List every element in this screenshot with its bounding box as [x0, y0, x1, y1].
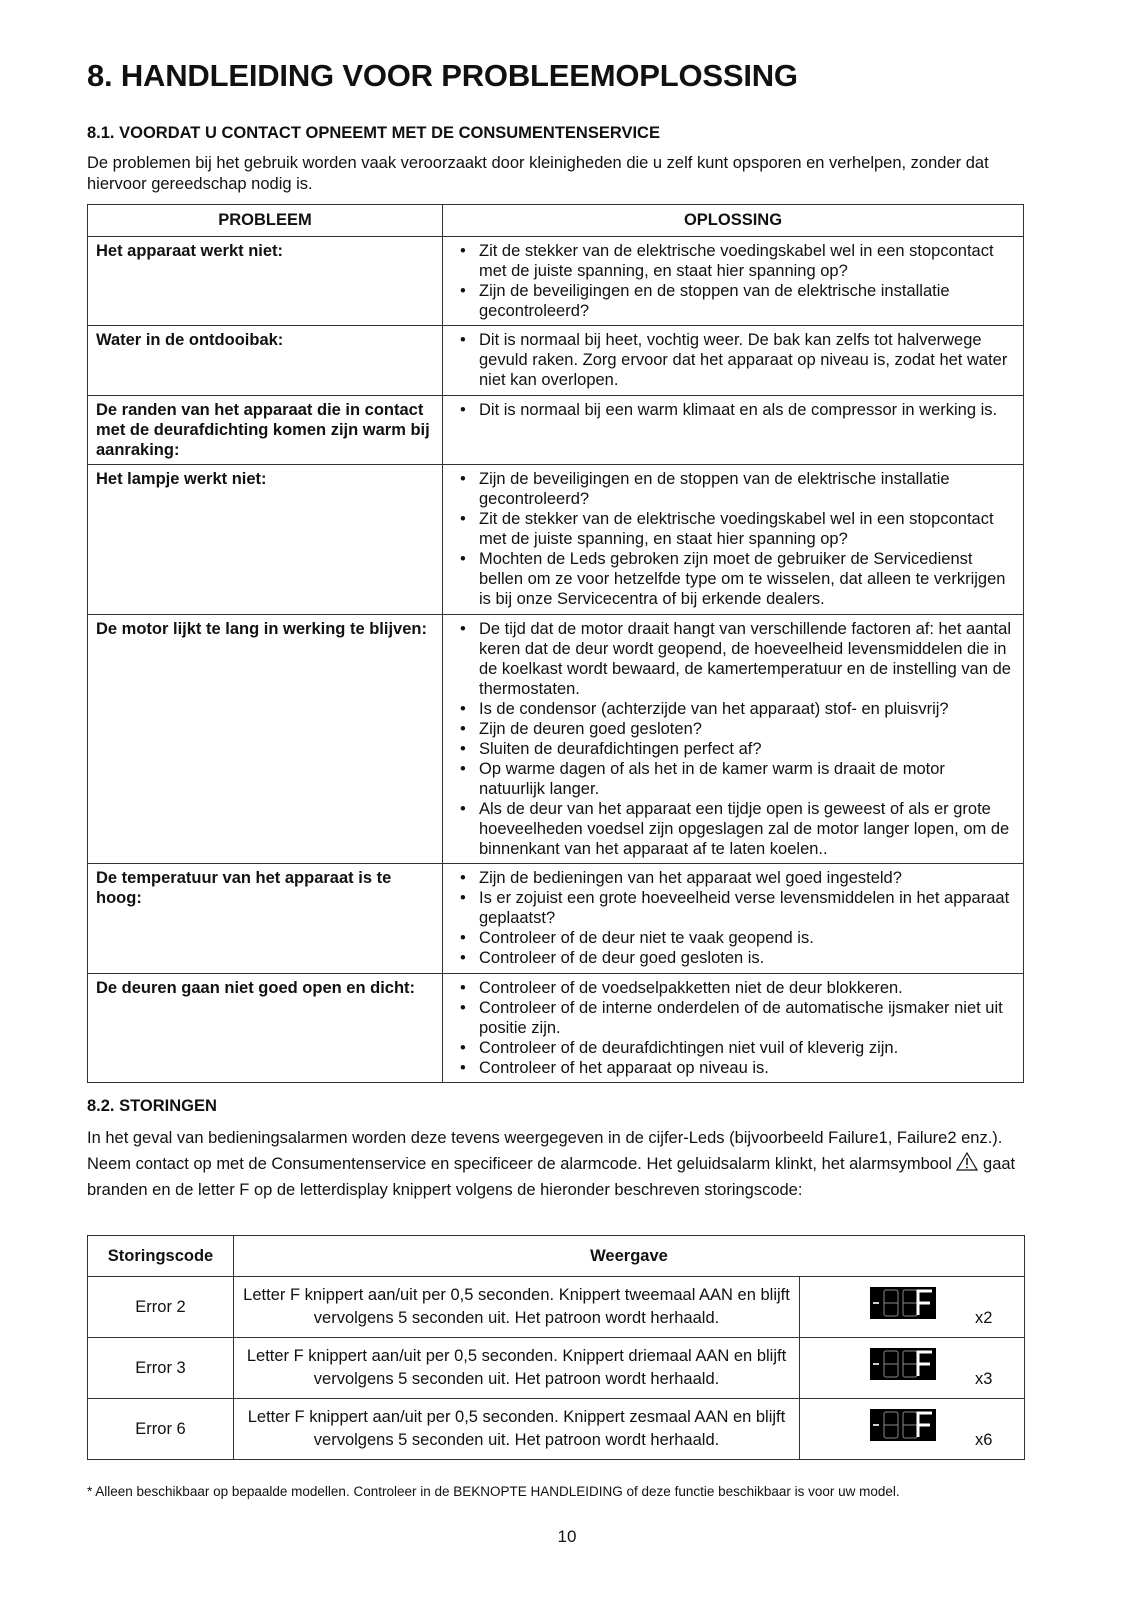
solution-item: • Is de condensor (achterzijde van het apparaat) stof- en pluisvrij?: [451, 699, 1015, 719]
column-header: Weergave: [234, 1236, 1025, 1277]
error-code: Error 6: [88, 1399, 234, 1460]
solution-item: • Controleer of de deurafdichtingen niet vuil of kleverig zijn.: [451, 1038, 1015, 1058]
blink-count: x3: [975, 1370, 993, 1388]
solution-cell: [443, 465, 1024, 615]
solution-cell: [443, 326, 1024, 396]
solution-item: • Dit is normaal bij heet, vochtig weer. De bak kan zelfs tot halverwege gevuld raken. Zorg ervoor dat het apparaat op niveau is, zodat het water niet kan overlopen.: [451, 330, 1015, 390]
table-row: [88, 1338, 1025, 1399]
led-display-icon: [870, 1287, 936, 1319]
solution-item: • Zijn de beveiligingen en de stoppen van de elektrische installatie gecontroleerd?: [451, 281, 1015, 321]
page-title: 8. HANDLEIDING VOOR PROBLEEMOPLOSSING: [87, 58, 798, 93]
column-header: Storingscode: [88, 1236, 234, 1277]
error-code-table: [87, 1235, 1025, 1460]
column-header: OPLOSSING: [443, 205, 1024, 237]
solution-item: • Zit de stekker van de elektrische voedingskabel wel in een stopcontact met de juiste spanning, en staat hier spanning op?: [451, 509, 1015, 549]
solution-item: • Controleer of de deur niet te vaak geopend is.: [451, 928, 1015, 948]
problem-cell: De randen van het apparaat die in contact met de deurafdichting komen zijn warm bij aanraking:: [88, 396, 443, 465]
error-code: Error 3: [88, 1338, 234, 1399]
led-display-icon: [870, 1348, 936, 1380]
display-cell: [800, 1277, 1025, 1338]
display-cell: [800, 1338, 1025, 1399]
error-code: Error 2: [88, 1277, 234, 1338]
problem-cell: Het apparaat werkt niet:: [88, 237, 443, 326]
warning-triangle-icon: [956, 1152, 978, 1171]
solution-item: • Controleer of de voedselpakketten niet de deur blokkeren.: [451, 978, 1015, 998]
page-number: 10: [557, 1527, 577, 1546]
display-cell: [800, 1399, 1025, 1460]
column-header: PROBLEEM: [88, 205, 443, 237]
section-heading-8-1: 8.1. VOORDAT U CONTACT OPNEEMT MET DE CONSUMENTENSERVICE: [87, 124, 660, 142]
table-row: [88, 326, 1024, 396]
solution-item: • Zit de stekker van de elektrische voedingskabel wel in een stopcontact met de juiste spanning, en staat hier spanning op?: [451, 241, 1015, 281]
solution-item: • Zijn de deuren goed gesloten?: [451, 719, 1015, 739]
solution-item: • Zijn de bedieningen van het apparaat wel goed ingesteld?: [451, 868, 1015, 888]
intro-text: gaat branden en de letter F op de letterdisplay knippert volgens de hieronder beschreven storingscode:: [87, 1155, 1016, 1199]
troubleshooting-table: [87, 204, 1024, 1083]
table-row: [88, 465, 1024, 615]
table-row: [88, 864, 1024, 974]
table-row: [88, 237, 1024, 326]
section-heading-8-2: 8.2. STORINGEN: [87, 1097, 217, 1115]
solution-item: • Zijn de beveiligingen en de stoppen van de elektrische installatie gecontroleerd?: [451, 469, 1015, 509]
error-description: Letter F knippert aan/uit per 0,5 seconden. Knippert zesmaal AAN en blijft vervolgens 5 seconden uit. Het patroon wordt herhaald.: [234, 1399, 800, 1460]
problem-cell: De deuren gaan niet goed open en dicht:: [88, 974, 443, 1083]
solution-item: • Als de deur van het apparaat een tijdje open is geweest of als er grote hoeveelheden voedsel zijn opgeslagen zal de motor langer lopen, om de binnenkant van het apparaat af te laten koelen..: [451, 799, 1015, 859]
blink-count: x6: [975, 1431, 993, 1449]
solution-item: • Controleer of het apparaat op niveau is.: [451, 1058, 1015, 1078]
table-row: [88, 1399, 1025, 1460]
solution-item: • Controleer of de deur goed gesloten is.: [451, 948, 1015, 968]
section-intro: De problemen bij het gebruik worden vaak veroorzaakt door kleinigheden die u zelf kunt opsporen en verhelpen, zonder dat hiervoor gereedschap nodig is.: [87, 154, 989, 193]
error-description: Letter F knippert aan/uit per 0,5 seconden. Knippert driemaal AAN en blijft vervolgens 5 seconden uit. Het patroon wordt herhaald.: [234, 1338, 800, 1399]
problem-cell: De motor lijkt te lang in werking te blijven:: [88, 615, 443, 864]
solution-item: • Dit is normaal bij een warm klimaat en als de compressor in werking is.: [451, 400, 1015, 420]
solution-cell: [443, 237, 1024, 326]
intro-text: In het geval van bedieningsalarmen worden deze tevens weergegeven in de cijfer-Leds (bijvoorbeeld Failure1, Failure2 enz.). Neem contact op met de Consumentenservice en specificeer de alarmcode. Het geluidsalarm klinkt, het alarmsymbool: [87, 1129, 1003, 1173]
error-description: Letter F knippert aan/uit per 0,5 seconden. Knippert tweemaal AAN en blijft vervolgens 5 seconden uit. Het patroon wordt herhaald.: [234, 1277, 800, 1338]
solution-cell: [443, 864, 1024, 974]
solution-item: • Mochten de Leds gebroken zijn moet de gebruiker de Servicedienst bellen om ze voor hetzelfde type om te wisselen, dat alleen te verkrijgen is bij onze Servicecentra of bij erkende dealers.: [451, 549, 1015, 609]
problem-cell: De temperatuur van het apparaat is te hoog:: [88, 864, 443, 974]
solution-item: • Sluiten de deurafdichtingen perfect af?: [451, 739, 1015, 759]
led-display-icon: [870, 1409, 936, 1441]
table-row: [88, 1277, 1025, 1338]
table-row: [88, 396, 1024, 465]
solution-item: • Controleer of de interne onderdelen of de automatische ijsmaker niet uit positie zijn.: [451, 998, 1015, 1038]
solution-cell: [443, 974, 1024, 1083]
blink-count: x2: [975, 1309, 993, 1327]
section-intro: [87, 1125, 1047, 1203]
problem-cell: Water in de ontdooibak:: [88, 326, 443, 396]
solution-item: • De tijd dat de motor draait hangt van verschillende factoren af: het aantal keren dat de deur wordt geopend, de hoeveelheid levensmiddelen die in de koelkast wordt bewaard, de kamertemperatuur en de instelling van de thermostaten.: [451, 619, 1015, 699]
solution-cell: [443, 615, 1024, 864]
solution-item: • Op warme dagen of als het in de kamer warm is draait de motor natuurlijk langer.: [451, 759, 1015, 799]
footnote: * Alleen beschikbaar op bepaalde modellen. Controleer in de BEKNOPTE HANDLEIDING of deze functie beschikbaar is voor uw model.: [87, 1484, 900, 1499]
solution-cell: [443, 396, 1024, 465]
problem-cell: Het lampje werkt niet:: [88, 465, 443, 615]
table-row: [88, 974, 1024, 1083]
table-row: [88, 615, 1024, 864]
solution-item: • Is er zojuist een grote hoeveelheid verse levensmiddelen in het apparaat geplaatst?: [451, 888, 1015, 928]
